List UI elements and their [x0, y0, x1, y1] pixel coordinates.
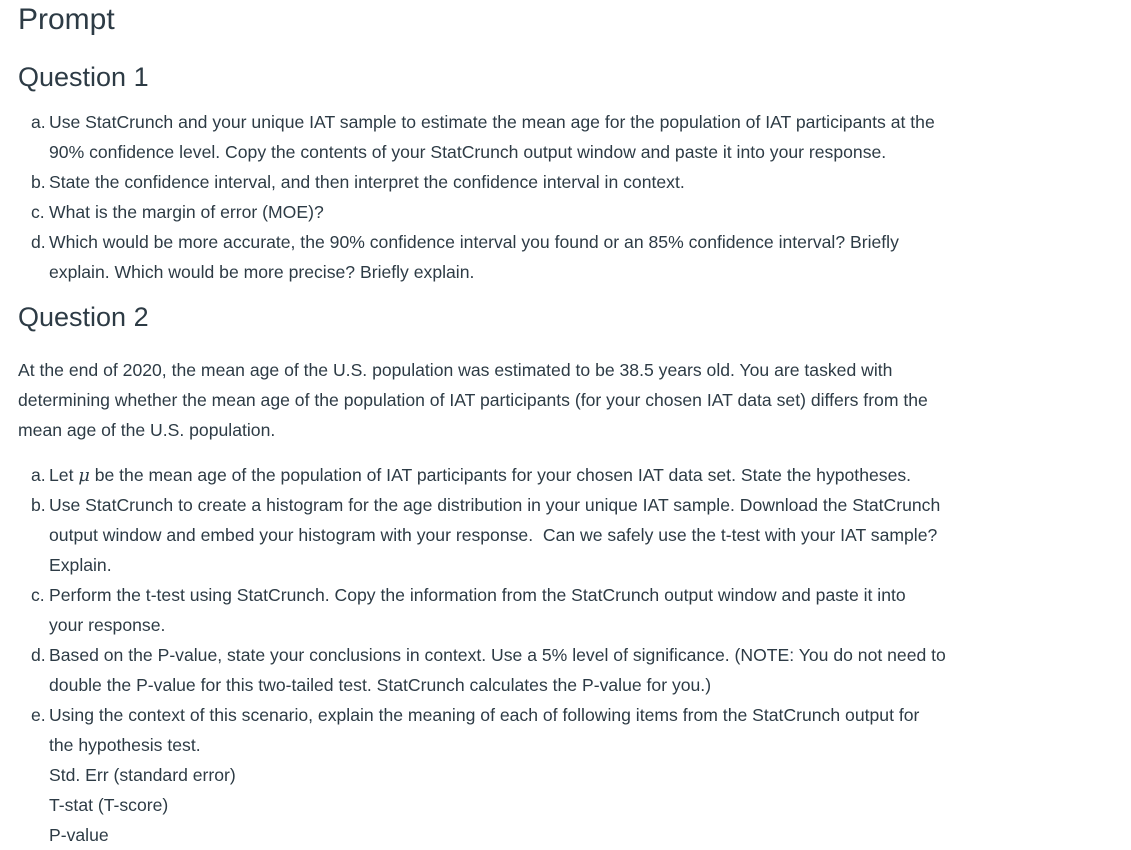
q2-item-d-line2: double the P-value for this two-tailed test. StatCrunch calculates the P-value for you.) [49, 675, 712, 695]
question-1-heading: Question 1 [18, 62, 149, 92]
q2-item-a [31, 460, 1071, 491]
q2-item-e [31, 700, 1071, 730]
q1-item-c [31, 197, 1071, 227]
q2-item-e-line2: the hypothesis test. [49, 735, 201, 755]
q2-item-c-marker: c. [31, 585, 45, 605]
q2-item-b-marker: b. [31, 495, 46, 515]
q1-item-b [31, 167, 1071, 197]
q2-item-c-line1: Perform the t-test using StatCrunch. Copy the information from the StatCrunch output window and paste it into [49, 585, 906, 605]
q2-item-d [31, 640, 1071, 670]
page-title: Prompt [18, 3, 115, 36]
question-2-heading: Question 2 [18, 302, 149, 332]
q1-item-d-marker: d. [31, 232, 46, 252]
q2-item-e-line1: Using the context of this scenario, explain the meaning of each of following items from the StatCrunch output for [49, 705, 920, 725]
q2-intro-line2: determining whether the mean age of the population of IAT participants (for your chosen IAT data set) differs from the [18, 390, 928, 410]
q1-item-d-line1: Which would be more accurate, the 90% confidence interval you found or an 85% confidence interval? Briefly [49, 232, 899, 252]
q2-item-c-line2: your response. [49, 615, 166, 635]
q1-item-c-line1: What is the margin of error (MOE)? [49, 202, 324, 222]
q1-item-a-line1: Use StatCrunch and your unique IAT sample to estimate the mean age for the population of IAT participants at the [49, 112, 935, 132]
q2-item-b-line1: Use StatCrunch to create a histogram for the age distribution in your unique IAT sample. Download the StatCrunch [49, 495, 941, 515]
q1-item-b-marker: b. [31, 172, 46, 192]
q2-item-b-line2: output window and embed your histogram with your response. Can we safely use the t-test with your IAT sample? [49, 525, 938, 545]
q1-item-d-line2: explain. Which would be more precise? Briefly explain. [49, 262, 475, 282]
q1-item-c-marker: c. [31, 202, 45, 222]
q2-item-b [31, 490, 1071, 520]
q2-item-d-marker: d. [31, 645, 46, 665]
q2-item-b-line3: Explain. [49, 555, 112, 575]
q1-item-a-marker: a. [31, 112, 46, 132]
q2-item-a-marker: a. [31, 465, 46, 485]
q2-item-d-line1: Based on the P-value, state your conclusions in context. Use a 5% level of significance. (NOTE: You do not need to [49, 645, 946, 665]
q2-item-e-sub-std-err: Std. Err (standard error) [49, 765, 236, 785]
q2-item-a-pre: Let [49, 465, 74, 485]
q1-item-a [31, 107, 1071, 137]
q2-item-e-sub-t-stat: T-stat (T-score) [49, 795, 169, 815]
q2-item-c [31, 580, 1071, 610]
q1-item-d [31, 227, 1071, 257]
q1-item-b-line1: State the confidence interval, and then interpret the confidence interval in context. [49, 172, 685, 192]
q2-intro-line1: At the end of 2020, the mean age of the U.S. population was estimated to be 38.5 years old. You are tasked with [18, 360, 893, 380]
q2-item-e-sub-p-value: P-value [49, 825, 109, 845]
q2-item-a-post: be the mean age of the population of IAT participants for your chosen IAT data set. State the hypotheses. [94, 465, 912, 485]
q2-intro-line3: mean age of the U.S. population. [18, 420, 276, 440]
q1-item-a-line2: 90% confidence level. Copy the contents of your StatCrunch output window and paste it into your response. [49, 142, 887, 162]
q2-item-e-marker: e. [31, 705, 46, 725]
mu-symbol: μ [78, 466, 90, 486]
